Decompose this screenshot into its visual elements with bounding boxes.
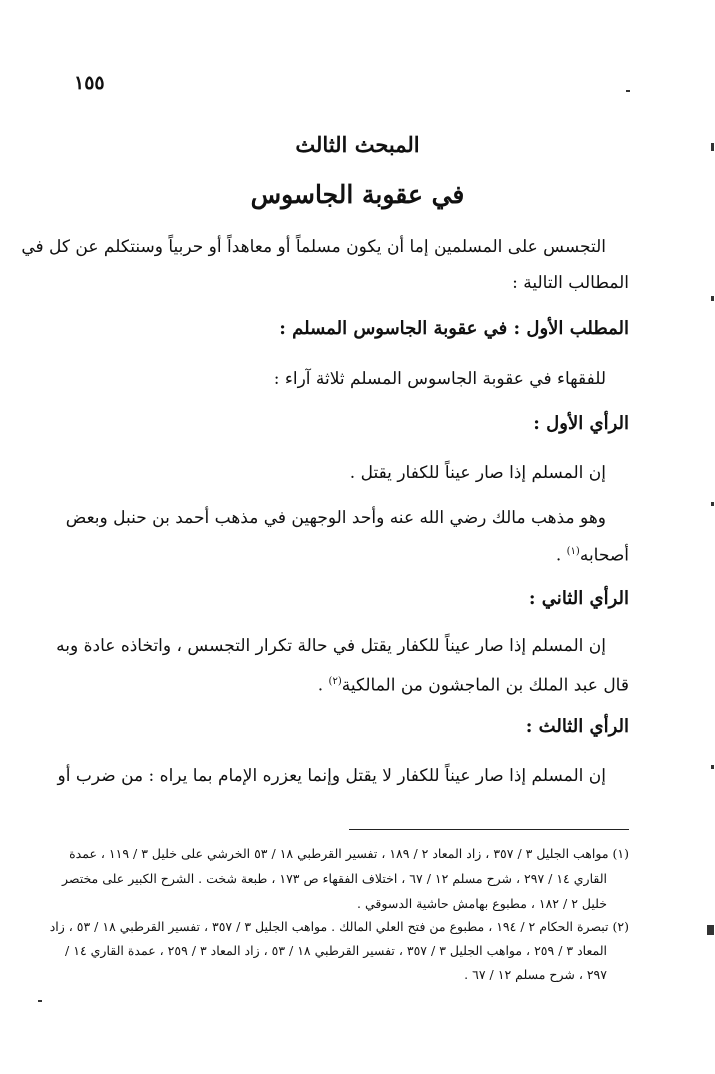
subsection-1-heading: المطلب الأول : في عقوبة الجاسوس المسلم : xyxy=(279,318,629,339)
chapter-title: في عقوبة الجاسوس xyxy=(250,180,465,209)
scan-edge-mark xyxy=(707,925,714,935)
footnote-1-line-3: خليل ٢ / ١٨٢ ، مطبوع بهامش حاشية الدسوقي . xyxy=(357,896,607,911)
footnote-1-line-2: القاري ١٤ / ٢٩٧ ، شرح مسلم ١٢ / ٦٧ ، اختلاف الفقهاء ص ١٧٣ ، طبعة شخت . الشرح الكبير على مختصر xyxy=(61,871,607,886)
opinions-intro: للفقهاء في عقوبة الجاسوس المسلم ثلاثة آراء : xyxy=(273,369,606,389)
opinion-1-note-line-1: وهو مذهب مالك رضي الله عنه وأحد الوجهين في مذهب أحمد بن حنبل وبعض xyxy=(65,508,606,528)
opinion-2-line-1: إن المسلم إذا صار عيناً للكفار يقتل في حالة تكرار التجسس ، واتخاذه عادة وبه xyxy=(56,636,606,656)
opinion-2-text: قال عبد الملك بن الماجشون من المالكية xyxy=(341,675,629,696)
footnote-2-line-3: ٢٩٧ ، شرح مسلم ١٢ / ٦٧ . xyxy=(464,967,607,982)
opinion-2-heading: الرأي الثاني : xyxy=(528,588,629,609)
footnote-ref-1: (١) xyxy=(566,546,580,557)
scan-edge-mark xyxy=(711,765,714,769)
opinion-3-line-1: إن المسلم إذا صار عيناً للكفار لا يقتل وإنما يعزره الإمام بما يراه : من ضرب أو xyxy=(57,766,606,786)
opinion-1-note-end: . xyxy=(555,545,567,566)
scan-speck xyxy=(626,90,630,92)
footnote-separator xyxy=(349,829,629,830)
footnote-ref-2: (٢) xyxy=(328,676,342,687)
page-number: ١٥٥ xyxy=(74,72,105,94)
intro-line-2: المطالب التالية : xyxy=(512,273,629,293)
scan-edge-mark xyxy=(711,502,714,506)
opinion-1-text: إن المسلم إذا صار عيناً للكفار يقتل . xyxy=(349,463,606,483)
opinion-1-heading: الرأي الأول : xyxy=(533,413,629,434)
opinion-1-note-text: أصحابه xyxy=(579,545,629,566)
scan-edge-mark xyxy=(711,143,714,151)
opinion-2-line-2 xyxy=(318,671,629,697)
opinion-2-end: . xyxy=(317,675,329,696)
footnote-2-line-1: (٢) تبصرة الحكام ٢ / ١٩٤ ، مطبوع من فتح العلي المالك . مواهب الجليل ٣ / ٣٥٧ ، تفسير القرطبي ١٨ / ٥٣ ، زاد xyxy=(49,919,629,934)
footnote-2-line-2: المعاد ٣ / ٢٥٩ ، مواهب الجليل ٣ / ٣٥٧ ، تفسير القرطبي ١٨ / ٥٣ ، زاد المعاد ٣ / ٢٥٩ ، عمدة القاري ١٤ / xyxy=(65,943,607,958)
scan-speck xyxy=(38,1000,42,1002)
section-heading: المبحث الثالث xyxy=(295,132,420,157)
opinion-3-heading: الرأي الثالث : xyxy=(525,716,629,737)
opinion-1-note-line-2 xyxy=(556,541,629,567)
intro-line-1: التجسس على المسلمين إما أن يكون مسلماً أو معاهداً أو حربياً وسنتكلم عن كل في xyxy=(21,237,606,257)
footnote-1-line-1: (١) مواهب الجليل ٣ / ٣٥٧ ، زاد المعاد ٢ / ١٨٩ ، تفسير القرطبي ١٨ / ٥٣ الخرشي على خليل ٣ / ١١٩ ، عمدة xyxy=(69,846,629,861)
scan-edge-mark xyxy=(711,296,714,301)
